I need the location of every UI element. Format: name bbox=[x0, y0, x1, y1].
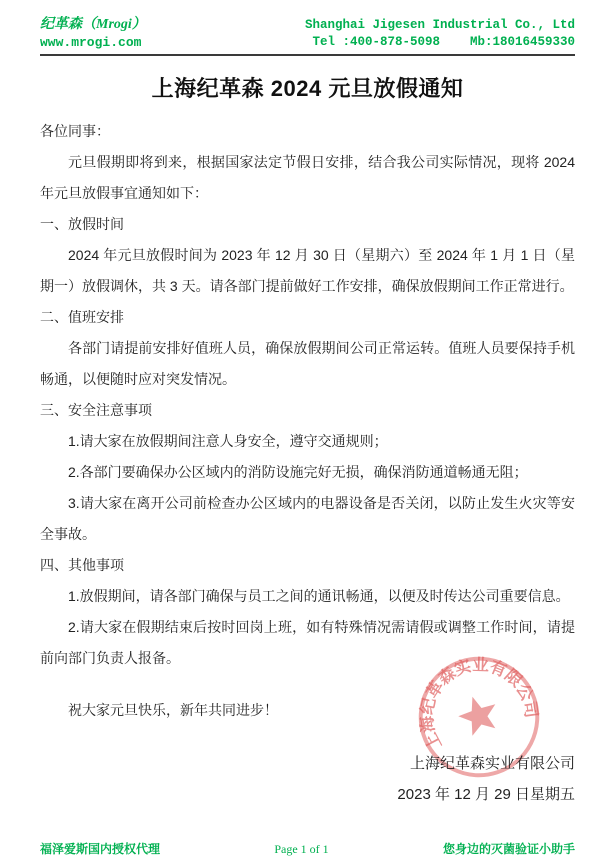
signature-date: 2023 年 12 月 29 日星期五 bbox=[397, 786, 575, 803]
section-3-item-1: 1.请大家在放假期间注意人身安全，遵守交通规则； bbox=[68, 433, 388, 449]
section-3-item-2: 2.各部门要确保办公区域内的消防设施完好无损，确保消防通道畅通无阻； bbox=[68, 464, 528, 480]
company-contact: Tel :400-878-5098 Mb:18016459330 bbox=[312, 35, 575, 49]
footer-left-text: 福泽爱斯国内授权代理 bbox=[40, 842, 161, 856]
company-name-en: Shanghai Jigesen Industrial Co., Ltd bbox=[304, 18, 575, 32]
seal-company-text: 上海纪革森实业有限公司 bbox=[416, 655, 541, 754]
footer-right-text: 您身边的灭菌验证小助手 bbox=[442, 842, 575, 856]
letterhead-left bbox=[40, 16, 146, 51]
section-heading-1: 一、放假时间 bbox=[40, 216, 124, 232]
closing-wish: 祝大家元旦快乐，新年共同进步！ bbox=[68, 702, 278, 718]
footer-page-number: Page 1 of 1 bbox=[274, 842, 329, 856]
intro-paragraph: 元旦假期即将到来，根据国家法定节假日安排，结合我公司实际情况，现将 2024 年元旦放假事宜通知如下： bbox=[40, 154, 575, 201]
salutation: 各位同事： bbox=[40, 123, 110, 139]
brand-name-cn: 纪革森（Mrogi） bbox=[40, 17, 146, 32]
brand-website: www.mrogi.com bbox=[40, 35, 142, 50]
section-2-paragraph: 各部门请提前安排好值班人员，确保放假期间公司正常运转。值班人员要保持手机畅通，以便随时应对突发情况。 bbox=[40, 340, 575, 387]
letterhead bbox=[40, 16, 575, 56]
section-4-item-2: 2.请大家在假期结束后按时回岗上班，如有特殊情况需请假或调整工作时间，请提前向部门负责人报备。 bbox=[40, 619, 575, 666]
document-body bbox=[40, 116, 575, 726]
section-4-item-1: 1.放假期间，请各部门确保与员工之间的通讯畅通，以便及时传达公司重要信息。 bbox=[68, 588, 570, 604]
page-footer bbox=[40, 840, 575, 857]
section-1-paragraph: 2024 年元旦放假时间为 2023 年 12 月 30 日（星期六）至 2024 年 1 月 1 日（星期一）放假调休，共 3 天。请各部门提前做好工作安排，确保放假期间工作正常进行。 bbox=[40, 247, 575, 294]
section-heading-3: 三、安全注意事项 bbox=[40, 402, 152, 418]
signature-company: 上海纪革森实业有限公司 bbox=[409, 755, 575, 772]
signature-block bbox=[40, 748, 575, 810]
section-3-item-3: 3.请大家在离开公司前检查办公区域内的电器设备是否关闭，以防止发生火灾等安全事故。 bbox=[40, 495, 575, 542]
section-heading-4: 四、其他事项 bbox=[40, 557, 124, 573]
section-heading-2: 二、值班安排 bbox=[40, 309, 124, 325]
document-title: 上海纪革森 2024 元旦放假通知 bbox=[151, 76, 464, 101]
letterhead-right bbox=[305, 17, 575, 51]
